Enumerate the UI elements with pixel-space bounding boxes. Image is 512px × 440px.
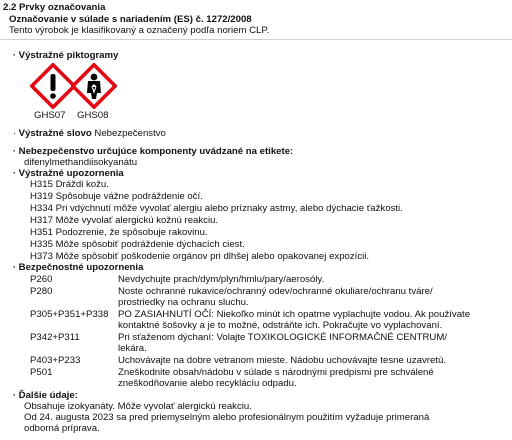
health-hazard-icon xyxy=(71,63,117,109)
precaution-text: Pri sťaženom dýchaní: Volajte TOXIKOLOGICKÉ INFORMAČNÉ CENTRUM/ xyxy=(118,332,447,343)
precaution-text: kontaktné šošovky a je to možné, odstráňte ich. Pokračujte vo vyplachovaní. xyxy=(118,320,443,331)
precaution-text: zneškodňovanie alebo recyklácíu odpadu. xyxy=(118,378,297,389)
signal-word-value: Nebezpečenstvo xyxy=(94,128,166,139)
precaution-code: P403+P233 xyxy=(30,355,81,366)
section-subtitle: Označovanie v súlade s nariadením (ES) č. 1272/2008 xyxy=(9,14,252,25)
hazard-statement: H335 Môže spôsobiť podráždenie dýchacích ciest. xyxy=(30,239,245,250)
precaution-text: prostriedky na ochranu sluchu. xyxy=(118,297,249,308)
precautionary-statements-heading: · Bezpečnostné upozornenia xyxy=(13,262,144,273)
bullet-icon: · xyxy=(13,146,16,156)
signal-word-label: Výstražné slovo xyxy=(18,128,92,139)
section-number: 2.2 xyxy=(3,2,17,13)
precaution-code: P501 xyxy=(30,367,53,378)
hazardous-components-heading: · Nebezpečenstvo určujúce komponenty uvádzané na etikete: xyxy=(13,146,294,157)
further-info-line: Od 24. augusta 2023 sa pred priemyselným alebo profesionálnym použitím vyžaduje primeraná xyxy=(24,412,430,423)
hazardous-components-value: difenylmethandiisokyanátu xyxy=(24,157,138,168)
hazard-statement: H317 Môže vyvolať alergickú kožnú reakciu. xyxy=(30,215,219,226)
section-title: Prvky označovania xyxy=(19,2,106,13)
precaution-text: Uchovávajte na dobre vetranom mieste. Nádobu uchovávajte tesne uzavretú. xyxy=(118,355,446,366)
hazard-statement: H315 Dráždi kožu. xyxy=(30,179,109,190)
hazard-statements-heading: · Výstražné upozornenia xyxy=(13,168,124,179)
divider xyxy=(0,39,512,40)
pictograms-heading: · Výstražné piktogramy xyxy=(13,50,119,61)
further-info-line: Obsahuje izokyanáty. Môže vyvolať alergickú reakciu. xyxy=(24,401,252,412)
bullet-icon: · xyxy=(13,128,16,138)
precaution-text: Zneškodnite obsah/nádobu v súlade s národnými predpismi pre schválené xyxy=(118,367,434,378)
hazard-statement: H373 Môže spôsobiť poškodenie orgánov pri dlhšej alebo opakovanej expozícii. xyxy=(30,251,370,262)
precaution-text: Noste ochranné rukavice/ochranný odev/ochranné okuliare/ochranu tváre/ xyxy=(118,286,433,297)
precaution-code: P305+P351+P338 xyxy=(30,309,109,320)
hazard-statement: H319 Spôsobuje vážne podráždenie očí. xyxy=(30,191,203,202)
precaution-code: P342+P311 xyxy=(30,332,80,343)
hazard-statement: H334 Pri vdýchnutí môže vyvolať alergiu alebo príznaky astmy, alebo dýchacie ťažkosti. xyxy=(30,203,403,214)
precaution-text: Nevdychujte prach/dym/plyn/hmlu/pary/aerosóly. xyxy=(118,274,325,285)
further-info-heading: · Ďalšie údaje: xyxy=(13,390,78,401)
section-intro: Tento výrobok je klasifikovaný a označený podľa noriem CLP. xyxy=(9,25,270,36)
section-header xyxy=(3,2,105,13)
precaution-text: lekára. xyxy=(118,343,147,354)
bullet-icon: · xyxy=(13,262,16,272)
bullet-icon: · xyxy=(13,50,16,60)
bullet-icon: · xyxy=(13,168,16,178)
pictogram-label: GHS08 xyxy=(77,110,109,121)
bullet-icon: · xyxy=(13,390,16,400)
precaution-code: P280 xyxy=(30,286,53,297)
precaution-text: PO ZASIAHNUTÍ OČÍ: Niekoľko minút ich opatrne vyplachujte vodou. Ak používate xyxy=(118,309,471,320)
signal-word-row xyxy=(13,128,166,139)
exclamation-mark-icon xyxy=(30,63,76,109)
pictogram-label: GHS07 xyxy=(34,110,66,121)
precaution-code: P260 xyxy=(30,274,53,285)
further-info-line: odborná príprava. xyxy=(24,423,100,434)
hazard-statement: H351 Podozrenie, že spôsobuje rakovinu. xyxy=(30,227,208,238)
